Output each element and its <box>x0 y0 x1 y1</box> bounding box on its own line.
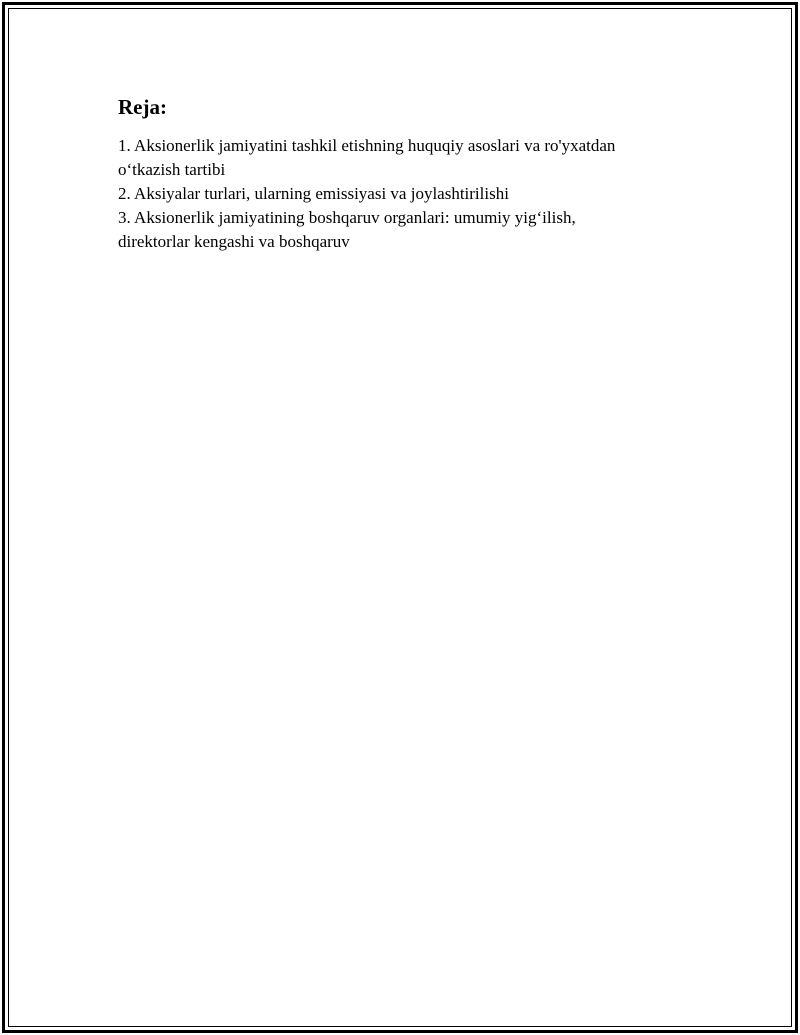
plan-item-1-line-2: o‘tkazish tartibi <box>118 160 226 179</box>
plan-item-3-line-2: direktorlar kengashi va boshqaruv <box>118 232 350 251</box>
plan-list <box>118 134 678 254</box>
plan-item-1-line-1: 1. Aksionerlik jamiyatini tashkil etishning huquqiy asoslari va ro'yxatdan <box>118 136 616 155</box>
document-content <box>118 94 678 254</box>
plan-item-3-line-1: 3. Aksionerlik jamiyatining boshqaruv organlari: umumiy yig‘ilish, <box>118 208 576 227</box>
document-title: Reja: <box>118 95 167 119</box>
plan-item-2: 2. Aksiyalar turlari, ularning emissiyasi va joylashtirilishi <box>118 184 509 203</box>
